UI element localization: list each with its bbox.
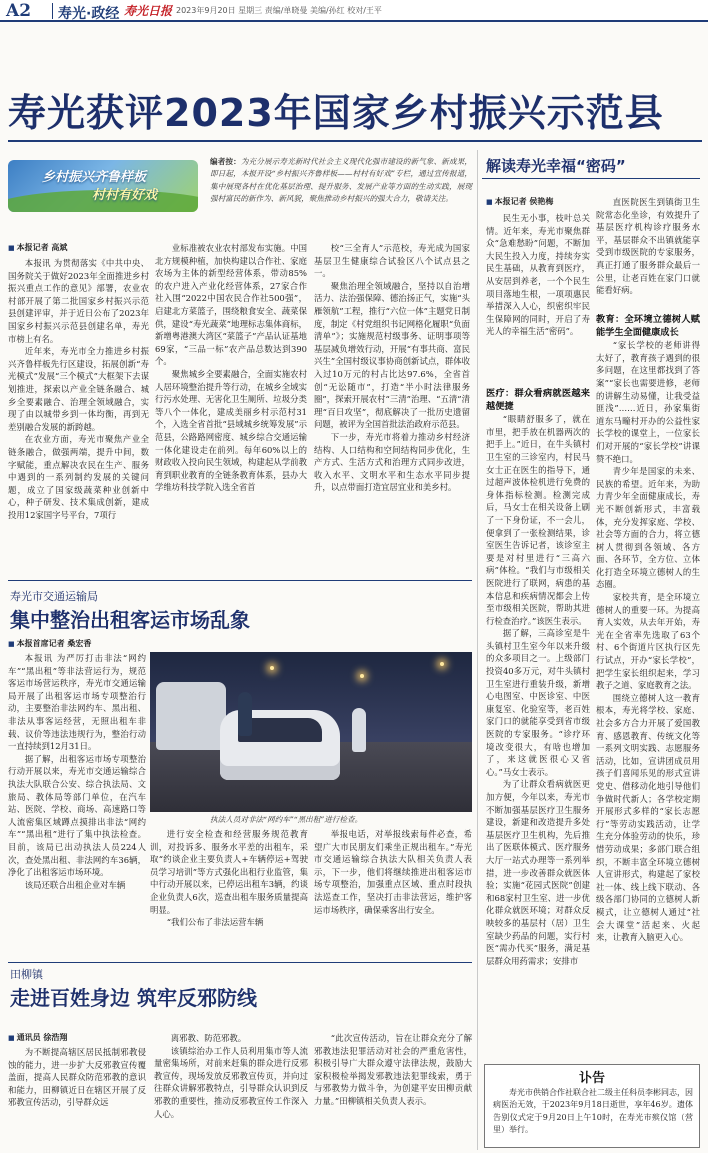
paragraph: “家长学校的老师讲得太好了，教育孩子遇到的很多问题，在这里都找到了答案”“家长也需要进修，老师的讲解生动易懂，让我受益匪浅”……近日，孙家集街道东马疃村开办的公益性家长学校的课堂上，一位家长们对开展的“家长学校”讲课赞不绝口。 bbox=[596, 340, 700, 464]
lead-headline: 寿光获评2023年国家乡村振兴示范县 bbox=[8, 91, 664, 135]
obituary-box bbox=[484, 1064, 700, 1148]
transport-col-1 bbox=[8, 652, 146, 954]
section-name: 寿光·政经 bbox=[58, 6, 120, 22]
paragraph: “此次宣传活动，旨在让群众充分了解邪教违法犯罪活动对社会的严重危害性，积极引导广大群众遵守法律法规，鼓励大家积极检举揭发邪教违法犯罪线索，勇于与邪教势力做斗争，为创建平安田柳贡献力量。”田柳镇相关负责人表示。 bbox=[314, 1033, 472, 1106]
right-intro-col-2 bbox=[596, 196, 700, 306]
paragraph: 据了解，三高诊室是牛头镇村卫生室今年以来升级的众多项目之一。上级部门投资40多万元，对牛头镇村卫生室进行重装升级，新增心电图室、中医诊室、中医康复室、化验室等，老百姓家门口的就能享受到省市级医院的专家服务。“诊疗环境改变很大，有啥也增加了，来这就医很心又省心。”马女士表示。 bbox=[486, 628, 590, 777]
section-rule bbox=[8, 580, 472, 581]
tianliu-byline: ■ 通讯员 徐浩翔 bbox=[8, 1032, 67, 1043]
officer-figure bbox=[238, 692, 252, 736]
brand-logo: 寿光日报 bbox=[124, 4, 173, 18]
paragraph: 为了让群众看病就医更加方便，今年以来，寿光市不断加强基层医疗卫生服务建设，新建和改造提升多处基层医疗卫生机构，先后推出了医联体模式、医疗服务大厅一站式办理等一系列举措，进一步改善群众就医体验；实施“花园式医院”创建和68家村卫生室、进一步优化群众就医环境；对群众反映较多的基层村（居）卫生室缺少药品的问题，实行村医“需办代买”服务，满足基层群众用药需求；安排市 bbox=[486, 779, 590, 966]
right-headline: 解读寿光幸福“密码” bbox=[486, 157, 626, 175]
lead-col-1 bbox=[8, 257, 149, 573]
photo-van bbox=[156, 682, 226, 750]
tianliu-headline: 走进百姓身边 筑牢反邪防线 bbox=[10, 986, 257, 1010]
paragraph: 家校共育，是全环境立德树人的重要一环。为提高育人实效，从去年开始，寿光在全省率先选取了63个村、6个街道片区执行区先行试点，开办“家长学校”，把学生家长组织起来，学习教子之道、家庭教育之法。 bbox=[596, 592, 700, 691]
lead-col-2 bbox=[155, 242, 307, 573]
tianliu-col-1 bbox=[8, 1046, 146, 1150]
right-headline-rule bbox=[482, 178, 700, 179]
right-education-col bbox=[596, 312, 700, 1058]
column-divider bbox=[477, 150, 478, 1150]
paragraph: 聚焦治理全领域融合，坚持以自治增活力、法治强保障、德治扬正气，实施“头雁领航”工程，推行“六位一体”主题党日制度，制定《村党组织书记网格化履职“负面清单”》；实施规范村级事务、证明事项等基层减负增效行动，开展“有事共商、富民兴生”全国村级议事协商创新试点，群体收入过10万元的村占比达97.6%，全省首创“无讼随市”，打造“半小时法律服务圈”，探索开展农村“三清”治理、“五清”清理“百日攻坚”，彻底解决了一批历史遗留问题，被评为全国首批法治政府示范县。 bbox=[314, 280, 470, 430]
section-rule bbox=[8, 962, 472, 963]
paragraph: 下一步，寿光市将着力推动乡村经济结构、人口结构和空间结构同步优化，生产方式、生活方式和治理方式同步改进，收入水平、文明水平和生态水平同步提升，以点带面打造宜居宜业和美乡村。 bbox=[314, 431, 470, 493]
officer-figure bbox=[352, 708, 366, 752]
paragraph: 围绕立德树人这一教育根本，寿光将学校、家庭、社会多方合力开展了爱国教育、感恩教育、传统文化等一系列文明实践、志愿服务活动，比如，宣讲团成员用孩子们喜闻乐见的形式宣讲党史、借移动化地引导他们争做时代新人；各学校定期开展形式多样的“家长志愿行”等劳动实践活动，让学生充分体验劳动的快乐，珍惜劳动成果；多部门联合组织，不断丰富全环境立德树人宣讲形式，构建起了家校社一体、线上线下联动、各级各部门协同的立德树人新模式，让立德树人通过“社会大课堂”活起来、火起来，让教育入脑更入心。 bbox=[596, 692, 700, 943]
paragraph: 近年来，寿光市全力推进乡村振兴齐鲁样板先行区建设，拓展创新“寿光模式”发展“三个模式”大框架下去谋划推进，探索以产业全链条融合、城乡全要素融合、治理全领域融合，实现了由以城带乡到一体均衡，再到无差别融合发展的新跨越。 bbox=[8, 346, 149, 432]
paragraph: 据了解，出租客运市场专项整治行动开展以来，寿光市交通运输综合执法大队联合公安、综合执法局、文旅局、教体局等部门单位，在汽车站、医院、学校、商场、高速路口等人流密集区域蹲点摸排出非法“网约车”“黑出租”进行了集中执法检查。目前，该局已出动执法人员224人次，查处黑出租、非法网约车36辆，净化了出租客运市场环境。 bbox=[8, 753, 146, 878]
paragraph: 离邪教、防范邪教。 bbox=[170, 1033, 247, 1043]
paragraph: 校“三全育人”示范校，寿光成为国家基层卫生健康综合试验区八个试点县之一。 bbox=[314, 243, 470, 279]
page-number: A2 bbox=[6, 1, 32, 21]
paragraph: 在农业方面，寿光市聚焦产业全链条融合，做强两端，提升中间，数字赋能，重点解决农民在生产、服务中遇到的一系列制约发展的关键问题，成立了国家级蔬菜种业创新中心，种子研发、技术集成创新，建成投用12家国字号平台，7项行 bbox=[8, 434, 149, 520]
paragraph: 青少年是国家的未来、民族的希望。近年来，为助力青少年全面健康成长，寿光不断创新形式，丰富载体，充分发挥家庭、学校、社会等方面的合力，将立德树人贯彻到各领域、各方面、各环节，全方位、立体化打造全环境立德树人的生态圈。 bbox=[596, 466, 700, 590]
obituary-text: 寿光市供销合作社联合社二级主任科员李彬同志，因病医治无效，于2023年9月18日逝世，享年46岁。遗体告别仪式定于9月20日上午10时，在寿光市殡仪馆（营里）举行。 bbox=[493, 1088, 693, 1135]
paragraph: 该镇综治办工作人员利用集市等人流量密集场所，对前来赶集的群众进行反邪教宣传，现场发放反邪教宣传页，并向过往群众讲解邪教特点，引导群众认识到反邪教的重要性，推动反邪教宣传工作深入人心。 bbox=[154, 1045, 308, 1119]
right-byline: ■ 本报记者 侯艳梅 bbox=[486, 196, 553, 207]
transport-col-3 bbox=[314, 828, 472, 954]
masthead-divider bbox=[52, 3, 53, 19]
street-lamp bbox=[360, 674, 364, 678]
paragraph: 直医院医生到镇街卫生院常态化坐诊，有效提升了基层医疗机构诊疗服务水平，基层群众不出镇就能享受到市级医院的专家服务，真正打通了服务群众最后一公里，让老百姓在家门口就能看好病。 bbox=[596, 197, 700, 296]
paragraph: “我们公布了非法运营车辆 bbox=[166, 917, 264, 928]
street-lamp bbox=[270, 666, 274, 670]
paragraph: 举报电话，对举报线索每件必查，希望广大市民朋友们乘坐正规出租车。”寿光市交通运输综合执法大队相关负责人表示，下一步，他们将继续推进出租客运市场专项整治，加强重点区域、重点时段执法巡查工作，坚决打击非法营运，维护客运市场秩序，确保乘客出行安全。 bbox=[314, 829, 472, 915]
paragraph: 为不断提高辖区居民抵制邪教侵蚀的能力，进一步扩大反邪教宣传覆盖面，提高人民群众防范邪教的意识和能力，田柳镇近日在辖区开展了反邪教宣传活动，引导群众远 bbox=[8, 1047, 146, 1108]
paragraph: 该局还联合出租企业对车辆 bbox=[24, 879, 126, 890]
right-medical-col bbox=[486, 386, 590, 1058]
enforcement-photo bbox=[150, 652, 472, 812]
paragraph: 本报讯 为贯彻落实《中共中央、国务院关于做好2023年全面推进乡村振兴重点工作的意见》部署，农业农村部开展了第二批国家乡村振兴示范县创建评审，并于近日公布了2023年国家乡村振兴示范县创建名单，寿光市榜上有名。 bbox=[8, 258, 149, 344]
paragraph: “眼睛舒服多了，就在市里，把手放在机器两次的把手上。”近日，在牛头镇村卫生室的三诊室内，村民马女士正在医生的指导下，通过超声波体检机进行免费的身体指标检测。检测完成后，马女士在相关设备上刷了一下身份证，不一会儿，便拿到了一张检测结果，诊室医生告诉记者，该诊室主要是对村里进行“三高六病”体检。“我们与市级相关医院进行了联网，病患的基本信息和疾病情况都会上传至市级相关医院，帮助其进行检查治疗。”该医生表示。 bbox=[486, 414, 590, 626]
transport-headline: 集中整治出租客运市场乱象 bbox=[10, 608, 250, 632]
tianliu-col-3 bbox=[314, 1032, 472, 1150]
paragraph: 民生无小事，枝叶总关情。近年来，寿光市聚焦群众“急难愁盼”问题，不断加大民生投入力度，持续夯实民生基础，从教育到医疗，从安居到养老，一个个民生项目落地生根，一项项惠民举措深入人心，织密织牢民生保障网的同时，开启了寿光人的幸福生活“密码”。 bbox=[486, 213, 590, 337]
lead-byline: ■ 本报记者 高斌 bbox=[8, 242, 67, 253]
obituary-title: 讣告 bbox=[578, 1071, 605, 1086]
tianliu-kicker: 田柳镇 bbox=[10, 968, 43, 981]
paragraph: 聚焦城乡全要素融合，全面实施农村人居环境整治提升等行动，在城乡全域实行污水处理、无害化卫生厕所、垃圾分类等八个一体化，建成美丽乡村示范村31个，入选全省首批“县域城乡统筹发展”示范县，公路路网密度、城乡综合交通运输一体化建设走在前列。每年60%以上的财政收入投向民生领域，构建起从学前教育到职业教育的全链条教育体系，县办大学维坊科技学院入选全省首 bbox=[155, 368, 307, 493]
street-lamp bbox=[440, 662, 444, 666]
right-intro-col-1 bbox=[486, 212, 590, 382]
subhead-education: 教育：全环境立德树人赋能学生全面健康成长 bbox=[596, 314, 700, 338]
paragraph: 进行安全检查和经营服务规范教育训，对投诉多、服务水平差的出租车，采取“约谈企业主要负责人+车辆停运+驾驶员学习培训”等方式强化出租行业监管，集中行动开展以来，已停运出租车3辆，约谈企业负责人6次，巡查出租车服务质量提高明显。 bbox=[150, 829, 308, 915]
tianliu-col-2 bbox=[154, 1032, 308, 1150]
subhead-medical: 医疗：群众看病就医越来越便捷 bbox=[486, 388, 590, 412]
photo-caption: 执法人员对非法“网约车”“黑出租”进行检查。 bbox=[210, 815, 363, 824]
lead-col-3 bbox=[314, 242, 470, 573]
editor-note bbox=[210, 156, 472, 205]
editor-note-lead: 编者按： bbox=[210, 157, 241, 166]
editor-note-text: 为充分展示寿光新时代社会主义现代化强市建设的新气象、新成果，即日起，本报开设“乡村振兴齐鲁样板——村村有好戏”专栏，通过宣传报道，集中展现各村在优化基层治理、提升服务、发展产业等方面的生动实践，展现强村富民的新作为、新风貌，聚焦推动乡村振兴的强大合力，敬请关注。 bbox=[210, 157, 473, 203]
transport-kicker: 寿光市交通运输局 bbox=[10, 590, 98, 603]
transport-byline: ■ 本报首席记者 桑宏香 bbox=[8, 638, 91, 649]
paragraph: 本报讯 为严厉打击非法“网约车”“黑出租”等非法营运行为，规范客运市场营运秩序，寿光市交通运输局开展了出租客运市场专项整治行动，主要整治非法网约车、黑出租、非法从事客运经营，无照出租车非载、议价等违法违规行为，整治行动一直持续到12月31日。 bbox=[8, 653, 146, 752]
paragraph: 业标准被农业农村部发布实施。中国北方规模种植，加快构建以合作社、家庭农场为主体的新型经营体系，带动85%的农户进入产业化经营体系，27家合作社入围“2022中国农民合作社500强”，启建北方菜篮子，围绕粮食安全、蔬菜保供，建设“寿光蔬菜”地理标志集体商标，新增粤港澳大湾区“菜篮子”产品认证基地69家，“三品一标”农产品总数达到390个。 bbox=[155, 243, 307, 367]
column-banner bbox=[8, 160, 198, 212]
dateline: 2023年9月20日 星期三 责编/单晓曼 美编/孙红 校对/王平 bbox=[176, 6, 382, 15]
transport-col-2 bbox=[150, 828, 308, 954]
banner-line-1: 乡村振兴齐鲁样板 bbox=[42, 170, 147, 185]
banner-line-2: 村村有好戏 bbox=[92, 188, 158, 203]
headline-rule bbox=[8, 140, 702, 142]
